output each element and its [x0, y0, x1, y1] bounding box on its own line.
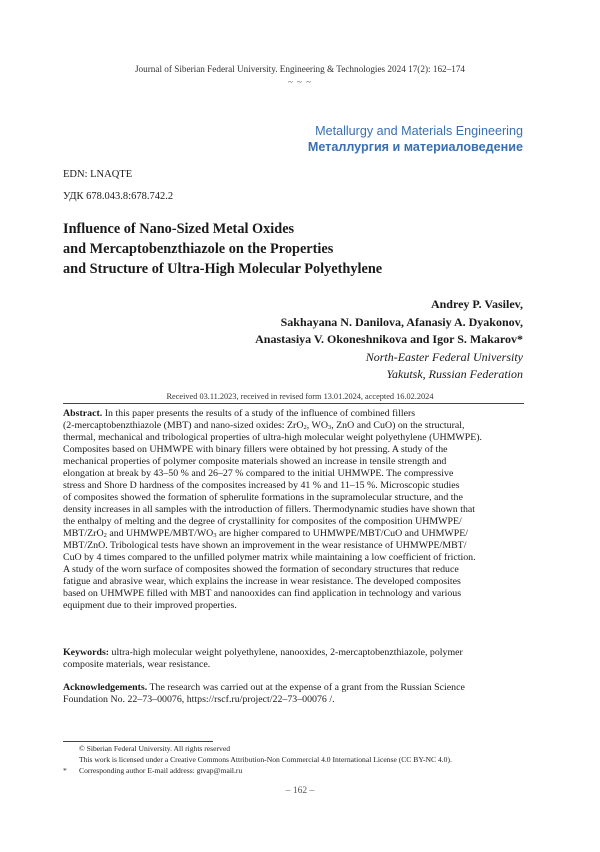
keywords-line: composite materials, wear resistance.: [63, 659, 211, 670]
section-title-en: Metallurgy and Materials Engineering: [315, 124, 523, 138]
abstract-line: Abstract. In this paper presents the results of a study of the influence of combined fillers: [63, 408, 416, 419]
abstract-line: MBT/ZnO. Tribological tests have shown an improvement in the wear resistance of UHMWPE/MBT/: [63, 540, 467, 551]
section-title-ru: Металлургия и материаловедение: [307, 140, 523, 154]
keywords: [63, 647, 524, 671]
udc-code: УДК 678.043.8:678.742.2: [63, 191, 174, 202]
title-line: and Structure of Ultra-High Molecular Polyethylene: [63, 261, 383, 277]
edn-code: EDN: LNAQTE: [63, 169, 133, 180]
affiliation-city: Yakutsk, Russian Federation: [386, 367, 523, 381]
author-block: [255, 296, 523, 384]
keywords-label: Keywords:: [63, 647, 110, 658]
abstract-line: stress and Shore D hardness of the composites increased by 41 % and 11–15 %. Microscopic studies: [63, 480, 460, 491]
divider: [63, 403, 524, 404]
author-line: Andrey P. Vasilev,: [430, 297, 523, 311]
abstract-line: Composites based on UHMWPE with binary fillers were obtained by hot pressing. A study of the: [63, 444, 448, 455]
keywords-line: Keywords: ultra-high molecular weight polyethylene, nanooxides, 2-mercaptobenzthiazole, polymer: [63, 647, 463, 658]
abstract-line: of composites showed the formation of spherulite formations in the supramolecular structure, and the: [63, 492, 463, 503]
abstract-line: thermal, mechanical and tribological properties of ultra-high molecular weight polyethylene (UHMWPE).: [63, 432, 483, 443]
abstract-line: A study of the worn surface of composites showed the formation of secondary structures that reduce: [63, 564, 459, 575]
abstract-line: (2-mercaptobenzthiazole (MBT) and nano-sized oxides: ZrO$_2$, $WO_3$, ZnO and CuO) on the structural,: [63, 420, 465, 431]
abstract-label: Abstract.: [63, 408, 103, 419]
footnote-divider: [63, 741, 213, 742]
title-line: and Mercaptobenzthiazole on the Properties: [63, 241, 334, 257]
abstract-line: the enthalpy of melting and the degree of crystallinity for composites of the composition UHMWPE/: [63, 516, 462, 527]
ack-line: Foundation No. 22–73–00076, https://rscf.ru/project/22–73–00076 /.: [63, 694, 335, 705]
abstract-line: equipment due to their improved properties.: [63, 600, 237, 611]
header-separator: ~ ~ ~: [287, 77, 313, 87]
abstract: [63, 408, 524, 612]
ack-label: Acknowledgements.: [63, 682, 148, 693]
abstract-line: mechanical properties of polymer composite materials showed an increase in tensile strength and: [63, 456, 447, 467]
footnote-copyright: © Siberian Federal University. All rights reserved: [79, 744, 230, 753]
abstract-line: based on UHMWPE filled with MBT and nanooxides can find application in technology and various: [63, 588, 462, 599]
footnote-license: This work is licensed under a Creative Commons Attribution-Non Commercial 4.0 International License (CC BY-NC 4.0).: [79, 755, 452, 764]
abstract-line: fatigue and abrasive wear, which explains the increase in wear resistance. The developed composites: [63, 576, 461, 587]
abstract-line: elongation at break by 43–50 % and 26–27 % compared to the initial UHMWPE. The compressive: [63, 468, 454, 479]
received-dates: Received 03.11.2023, received in revised form 13.01.2024, accepted 16.02.2024: [166, 392, 434, 401]
author-line: Sakhayana N. Danilova, Afanasiy A. Dyakonov,: [280, 314, 523, 329]
page-number: – 162 –: [285, 786, 315, 796]
acknowledgements: [63, 682, 524, 706]
footnote-corresponding: * Corresponding author E-mail address: gtvap@mail.ru: [63, 766, 243, 775]
article-title: [63, 219, 533, 279]
abstract-line: density increases in all samples with the introduction of fillers. Thermodynamic studies have shown that: [63, 504, 476, 515]
journal-citation: Journal of Siberian Federal University. Engineering & Technologies 2024 17(2): 162–174: [134, 64, 466, 74]
title-line: Influence of Nano-Sized Metal Oxides: [63, 221, 295, 237]
ack-line: Acknowledgements. The research was carried out at the expense of a grant from the Russian Science: [63, 682, 465, 693]
abstract-line: CuO by 4 times compared to the unfilled polymer matrix while maintaining a low coefficient of friction.: [63, 552, 476, 563]
abstract-line: MBT/ZrO$_2$ and UHMWPE/$MBT/WO_3$ are higher compared to UHMWPE/MBT/CuO and UHMWPE/: [63, 528, 469, 539]
author-line: Anastasiya V. Okoneshnikova and Igor S. Makarov*: [255, 332, 523, 346]
affiliation: North-Easter Federal University: [365, 349, 523, 364]
